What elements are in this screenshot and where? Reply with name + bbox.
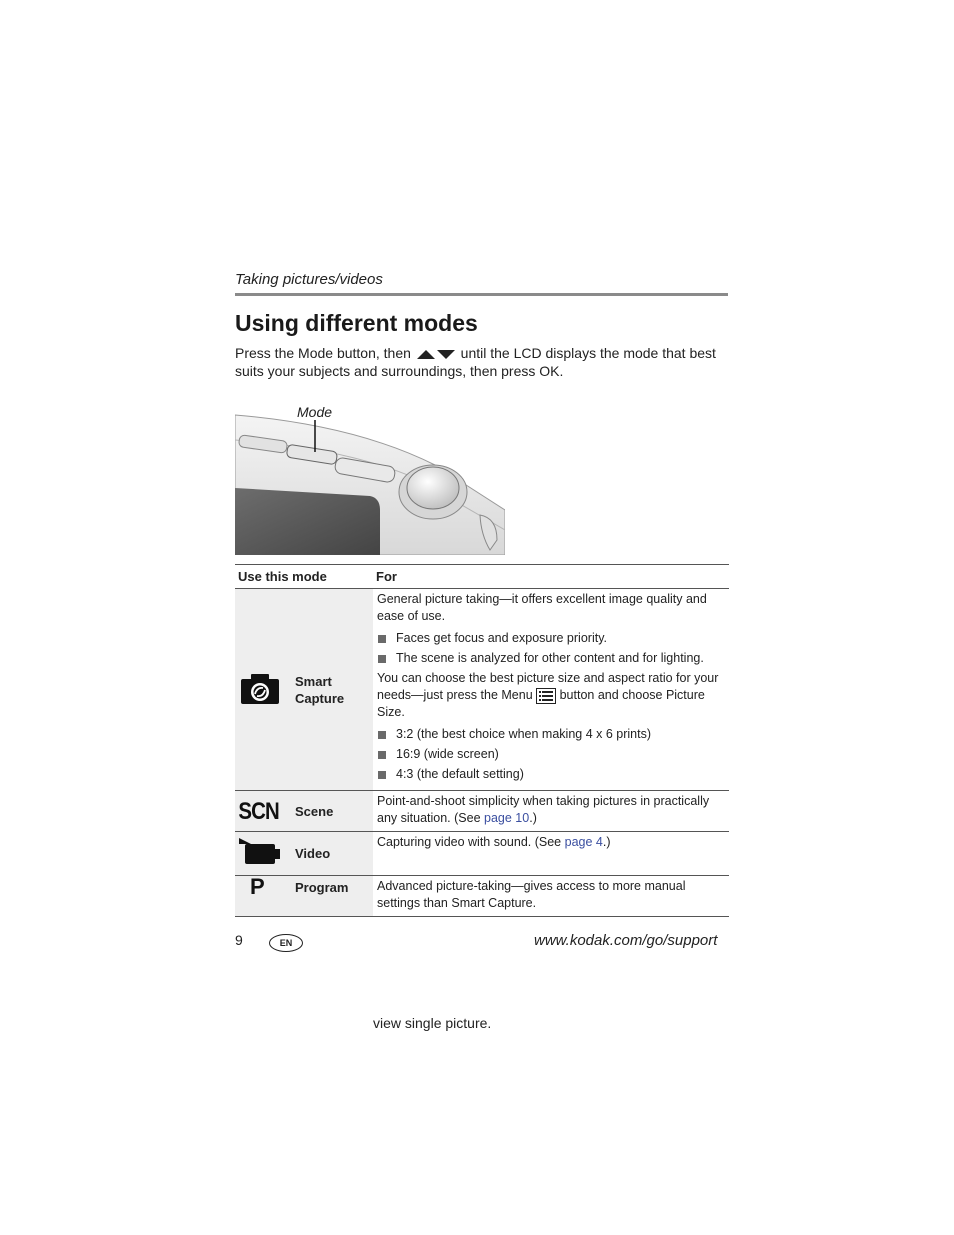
smart-capture-name-line2: Capture bbox=[295, 690, 345, 706]
support-url[interactable]: www.kodak.com/go/support bbox=[534, 932, 718, 949]
scene-name: Scene bbox=[295, 791, 373, 832]
table-row-scene bbox=[235, 791, 729, 832]
intro-paragraph bbox=[235, 344, 728, 380]
bullet-square-icon bbox=[378, 635, 386, 643]
scene-page-link[interactable]: page 10 bbox=[484, 811, 530, 825]
intro-text-before: Press the Mode button, then bbox=[235, 345, 411, 361]
header-rule bbox=[235, 293, 728, 296]
program-description: Advanced picture-taking—gives access to more manual settings than Smart Capture. bbox=[373, 876, 729, 917]
smart-capture-icon-cell bbox=[235, 589, 295, 791]
section-header: Taking pictures/videos bbox=[235, 271, 383, 288]
program-name: Program bbox=[295, 876, 373, 917]
program-icon-cell bbox=[235, 876, 295, 917]
list-item: Faces get focus and exposure priority. bbox=[377, 630, 725, 647]
video-icon-cell bbox=[235, 832, 295, 876]
stray-text: view single picture. bbox=[373, 1015, 492, 1031]
program-icon: P bbox=[250, 874, 265, 899]
table-header-row bbox=[235, 565, 729, 589]
bullet-square-icon bbox=[378, 751, 386, 759]
video-name: Video bbox=[295, 832, 373, 876]
smart-capture-camera-icon bbox=[235, 667, 295, 707]
video-description: Capturing video with sound. (See page 4.) bbox=[373, 832, 729, 876]
scene-icon-cell bbox=[235, 791, 295, 832]
list-item: 3:2 (the best choice when making 4 x 6 prints) bbox=[377, 726, 725, 743]
scene-icon: SCN bbox=[238, 797, 279, 825]
page-number: 9 bbox=[235, 932, 243, 948]
smart-capture-desc-p2: You can choose the best picture size and aspect ratio for your needs—just press the Menu button and choose Picture Size. bbox=[377, 671, 719, 719]
col-header-mode: Use this mode bbox=[235, 565, 373, 589]
col-header-for: For bbox=[373, 565, 729, 589]
list-item: 4:3 (the default setting) bbox=[377, 766, 725, 783]
list-item: 16:9 (wide screen) bbox=[377, 746, 725, 763]
smart-capture-name bbox=[295, 589, 373, 791]
table-row-video bbox=[235, 832, 729, 876]
modes-table bbox=[235, 564, 729, 917]
list-item: The scene is analyzed for other content and for lighting. bbox=[377, 650, 725, 667]
camera-top-photo bbox=[235, 400, 505, 555]
smart-capture-desc-p1: General picture taking—it offers excellent image quality and ease of use. bbox=[377, 592, 707, 623]
bullet-square-icon bbox=[378, 731, 386, 739]
table-row-program bbox=[235, 876, 729, 917]
smart-capture-description bbox=[373, 589, 729, 791]
page-title: Using different modes bbox=[235, 310, 478, 336]
smart-capture-name-line1: Smart bbox=[295, 673, 332, 689]
bullet-square-icon bbox=[378, 655, 386, 663]
up-down-arrows-icon bbox=[417, 348, 455, 360]
bullet-square-icon bbox=[378, 771, 386, 779]
video-page-link[interactable]: page 4 bbox=[564, 835, 603, 849]
mode-button-callout: Mode bbox=[297, 404, 333, 420]
menu-button-icon bbox=[536, 688, 556, 704]
table-row-smart-capture bbox=[235, 589, 729, 791]
intro-text-after: until the LCD displays the mode that best suits your subjects and surroundings, then press OK. bbox=[235, 345, 716, 379]
language-badge: EN bbox=[269, 934, 303, 952]
scene-description: Point-and-shoot simplicity when taking pictures in practically any situation. (See page 10.) bbox=[373, 791, 729, 832]
video-camera-icon bbox=[235, 834, 285, 868]
